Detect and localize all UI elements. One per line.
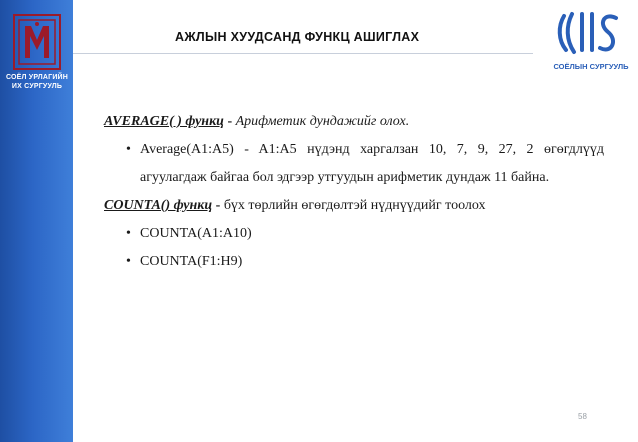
list-item: • COUNTA(A1:A10) [104,220,604,248]
counta-dash: - [212,198,224,213]
school-emblem-icon [556,10,626,56]
slide-content [104,108,604,276]
list-item: • COUNTA(F1:H9) [104,248,604,276]
school-name: СОЁЛЫН СУРГУУЛЬ [553,62,629,71]
page-number: 58 [578,412,587,421]
left-sidebar [0,0,73,442]
university-name-line1: СОЁЛ УРЛАГИЙН [5,74,69,81]
school-logo [548,10,634,76]
average-heading [104,108,604,136]
average-keyword: AVERAGE( ) функц [104,114,224,129]
counta-heading [104,192,604,220]
university-emblem-icon [13,14,61,70]
university-name [4,73,70,91]
average-bullet-list [104,136,604,192]
page-title: АЖЛЫН ХУУДСАНД ФУНКЦ АШИГЛАХ [175,30,420,44]
average-dash: - [223,114,236,129]
list-item: • Average(A1:A5) - A1:A5 нүдэнд харгалзан 10, 7, 9, 27, 2 өгөгдлүүд агуулагдаж байгаа бол эдгээр утгуудын арифметик дундаж 11 байна. [104,136,604,192]
counta-keyword: COUNTA() функц [104,198,213,213]
average-description: Арифметик дундажийг олох. [235,114,410,129]
title-divider [73,53,533,54]
counta-description: бүх төрлийн өгөгдөлтэй нүднүүдийг тоолох [223,198,486,213]
university-name-line2: ИХ СУРГУУЛЬ [11,83,63,90]
counta-bullet-list [104,220,604,276]
university-logo [4,14,70,94]
